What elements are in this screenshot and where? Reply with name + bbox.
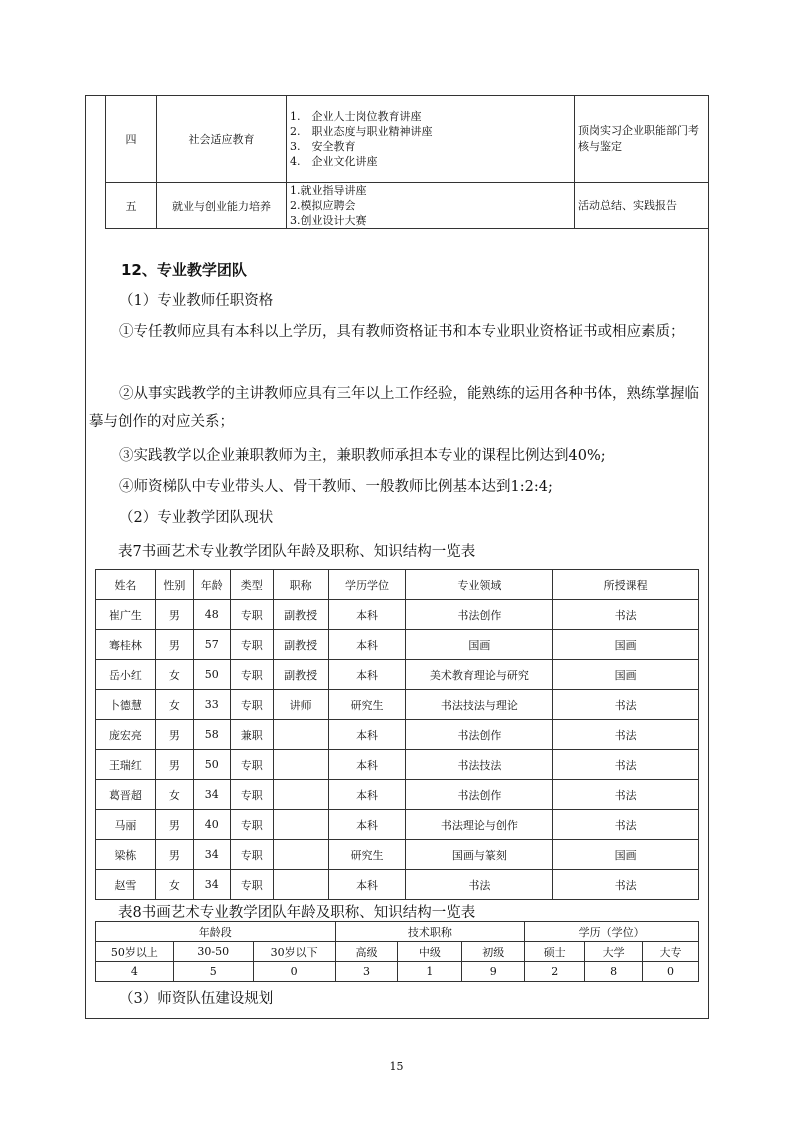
column-header: 大专 [643, 942, 699, 962]
table-cell: 34 [193, 840, 230, 870]
table-cell: 美术教育理论与研究 [406, 660, 553, 690]
table-cell: 国画 [553, 660, 699, 690]
group-header: 技术职称 [335, 922, 525, 942]
table-cell: 讲师 [273, 690, 328, 720]
table-cell [273, 720, 328, 750]
table-cell: 书法 [553, 720, 699, 750]
table-row [96, 840, 699, 870]
table-cell: 副教授 [273, 600, 328, 630]
column-header: 专业领域 [406, 570, 553, 600]
table-cell: 女 [155, 660, 193, 690]
table-cell: 兼职 [230, 720, 273, 750]
column-header: 大学 [585, 942, 643, 962]
table-cell: 本科 [328, 750, 406, 780]
table-cell: 34 [193, 870, 230, 900]
table-cell [273, 780, 328, 810]
column-header: 50岁以上 [96, 942, 174, 962]
table-cell: 男 [155, 750, 193, 780]
table-cell: 专职 [230, 630, 273, 660]
table-row [106, 183, 709, 229]
table-row [96, 660, 699, 690]
table-cell: 书法 [553, 870, 699, 900]
content-item: 3.创业设计大赛 [290, 214, 367, 227]
summary-table [95, 921, 699, 982]
subsection-title: （2）专业教学团队现状 [119, 510, 274, 526]
count-value: 3 [335, 962, 398, 982]
table-cell: 女 [155, 870, 193, 900]
count-value: 5 [173, 962, 253, 982]
count-value: 1 [398, 962, 462, 982]
table-cell: 女 [155, 690, 193, 720]
table-cell: 副教授 [273, 630, 328, 660]
count-value: 0 [253, 962, 335, 982]
table-cell: 专职 [230, 750, 273, 780]
section-heading: 12、专业教学团队 [121, 261, 247, 279]
count-value: 9 [462, 962, 525, 982]
table-cell: 王瑞红 [96, 750, 156, 780]
column-header: 学历学位 [328, 570, 406, 600]
table-cell: 国画 [553, 630, 699, 660]
table-cell: 50 [193, 750, 230, 780]
curriculum-table [105, 95, 709, 229]
course-content [287, 183, 575, 229]
count-value: 8 [585, 962, 643, 982]
course-content [287, 96, 575, 183]
page-number: 15 [389, 1060, 404, 1073]
table-row [96, 720, 699, 750]
column-header: 30-50 [173, 942, 253, 962]
table-cell: 专职 [230, 690, 273, 720]
column-header: 职称 [273, 570, 328, 600]
column-header: 姓名 [96, 570, 156, 600]
table-row [96, 630, 699, 660]
table-cell: 男 [155, 600, 193, 630]
table-cell: 国画 [406, 630, 553, 660]
table-cell: 58 [193, 720, 230, 750]
header-row [96, 570, 699, 600]
table-cell: 书法 [553, 690, 699, 720]
table-cell: 本科 [328, 600, 406, 630]
table-cell: 崔广生 [96, 600, 156, 630]
table-cell: 专职 [230, 840, 273, 870]
group-header: 学历（学位） [525, 922, 699, 942]
group-header: 年龄段 [96, 922, 336, 942]
column-header: 30岁以下 [253, 942, 335, 962]
table-cell: 33 [193, 690, 230, 720]
table-cell [273, 750, 328, 780]
content-item: 1.就业指导讲座 [290, 184, 367, 197]
table-cell: 卜德慧 [96, 690, 156, 720]
table-cell: 50 [193, 660, 230, 690]
table-cell: 岳小红 [96, 660, 156, 690]
row-number: 五 [106, 183, 157, 229]
table-row [96, 870, 699, 900]
table-cell: 国画 [553, 840, 699, 870]
table-caption: 表7书画艺术专业教学团队年龄及职称、知识结构一览表 [118, 544, 476, 560]
content-item: 2.模拟应聘会 [290, 199, 356, 212]
table-cell: 国画与篆刻 [406, 840, 553, 870]
table-cell: 男 [155, 840, 193, 870]
course-name: 社会适应教育 [157, 96, 287, 183]
table-cell: 马丽 [96, 810, 156, 840]
count-value: 2 [525, 962, 585, 982]
table-cell: 专职 [230, 600, 273, 630]
subsection-title: （3）师资队伍建设规划 [119, 991, 274, 1007]
table-cell: 34 [193, 780, 230, 810]
content-item: 4. 企业文化讲座 [290, 155, 378, 168]
table-cell: 专职 [230, 810, 273, 840]
count-value: 0 [643, 962, 699, 982]
table-cell: 书法创作 [406, 720, 553, 750]
table-cell: 庞宏亮 [96, 720, 156, 750]
group-header-row [96, 922, 699, 942]
table-cell: 女 [155, 780, 193, 810]
table-cell: 书法 [406, 870, 553, 900]
table-row [96, 780, 699, 810]
content-item: 2. 职业态度与职业精神讲座 [290, 125, 433, 138]
evaluation-method: 活动总结、实践报告 [575, 183, 709, 229]
table-cell: 书法 [553, 750, 699, 780]
requirement-item: ②从事实践教学的主讲教师应具有三年以上工作经验，能熟练的运用各种书体，熟练掌握临摹与创作的对应关系； [89, 386, 699, 430]
row-number: 四 [106, 96, 157, 183]
table-row [96, 600, 699, 630]
table-row [106, 96, 709, 183]
column-header: 所授课程 [553, 570, 699, 600]
table-cell [273, 870, 328, 900]
table-cell: 书法 [553, 810, 699, 840]
table-row [96, 750, 699, 780]
value-row [96, 962, 699, 982]
table-caption: 表8书画艺术专业教学团队年龄及职称、知识结构一览表 [118, 905, 476, 921]
table-cell [273, 810, 328, 840]
table-cell: 专职 [230, 660, 273, 690]
table-cell: 书法技法 [406, 750, 553, 780]
table-cell: 本科 [328, 780, 406, 810]
table-row [96, 810, 699, 840]
table-cell: 本科 [328, 630, 406, 660]
table-cell: 男 [155, 810, 193, 840]
table-cell: 专职 [230, 780, 273, 810]
table-cell: 57 [193, 630, 230, 660]
table-cell: 书法创作 [406, 780, 553, 810]
table-cell: 本科 [328, 810, 406, 840]
column-header: 高级 [335, 942, 398, 962]
table-cell: 梁栋 [96, 840, 156, 870]
content-item: 3. 安全教育 [290, 140, 356, 153]
table-cell: 赵雪 [96, 870, 156, 900]
column-header: 性别 [155, 570, 193, 600]
table-cell: 40 [193, 810, 230, 840]
course-name: 就业与创业能力培养 [157, 183, 287, 229]
table-cell: 本科 [328, 660, 406, 690]
table-cell: 男 [155, 720, 193, 750]
table-cell: 副教授 [273, 660, 328, 690]
table-cell [273, 840, 328, 870]
column-header: 硕士 [525, 942, 585, 962]
content-item: 1. 企业人士岗位教育讲座 [290, 110, 422, 123]
team-table [95, 569, 699, 900]
column-header: 年龄 [193, 570, 230, 600]
table-cell: 研究生 [328, 690, 406, 720]
table-cell: 专职 [230, 870, 273, 900]
table-row [96, 690, 699, 720]
requirement-item: ③实践教学以企业兼职教师为主，兼职教师承担本专业的课程比例达到40%; [119, 448, 606, 464]
table-cell: 男 [155, 630, 193, 660]
column-header: 初级 [462, 942, 525, 962]
table-cell: 书法理论与创作 [406, 810, 553, 840]
table-cell: 本科 [328, 870, 406, 900]
subsection-title: （1）专业教师任职资格 [119, 293, 274, 309]
column-header: 中级 [398, 942, 462, 962]
table-cell: 书法创作 [406, 600, 553, 630]
column-header: 类型 [230, 570, 273, 600]
header-row [96, 942, 699, 962]
table-cell: 书法 [553, 600, 699, 630]
table-cell: 书法 [553, 780, 699, 810]
requirement-item: ④师资梯队中专业带头人、骨干教师、一般教师比例基本达到1:2:4; [119, 479, 553, 495]
evaluation-method: 顶岗实习企业职能部门考核与鉴定 [575, 96, 709, 183]
table-cell: 书法技法与理论 [406, 690, 553, 720]
table-cell: 研究生 [328, 840, 406, 870]
requirement-item: ①专任教师应具有本科以上学历，具有教师资格证书和本专业职业资格证书或相应素质； [119, 324, 685, 340]
table-cell: 骞桂林 [96, 630, 156, 660]
table-cell: 48 [193, 600, 230, 630]
table-cell: 本科 [328, 720, 406, 750]
count-value: 4 [96, 962, 174, 982]
table-cell: 葛晋超 [96, 780, 156, 810]
